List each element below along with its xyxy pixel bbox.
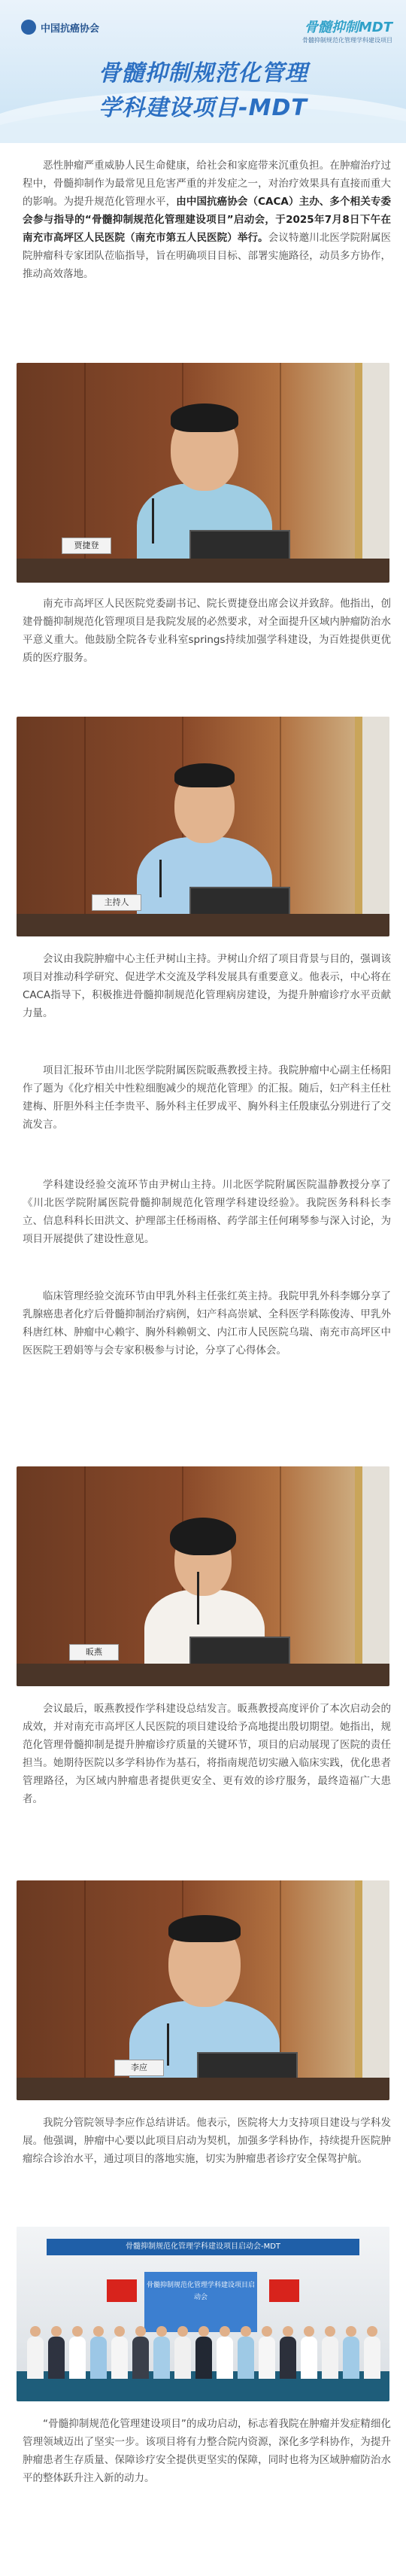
wall-right-edge	[362, 1466, 389, 1686]
caca-emblem-icon	[21, 20, 36, 35]
wall-right-edge	[362, 1880, 389, 2100]
attendee	[280, 2326, 296, 2379]
podium-monitor	[189, 887, 290, 917]
mdt-logo-sub: 骨髓抑制规范化管理学科建设项目	[302, 37, 392, 44]
attendee	[301, 2326, 317, 2379]
wall-gold-trim	[355, 1466, 362, 1686]
closing-paragraph: “骨髓抑制规范化管理建设项目”的成功启动，标志着我院在肿瘤并发症精细化管理领域迈出了坚实一步。该项目将有力整合院内资源，深化多学科协作，为提升肿瘤患者生存质量、保障诊疗安全提供更坚实的保障，同时也将为区域肿瘤防治水平的整体跃升注入新的动力。	[23, 2418, 391, 2484]
attendee	[174, 2326, 191, 2379]
podium	[17, 914, 389, 936]
attendee	[48, 2326, 65, 2379]
leader-nameplate: 李应	[114, 2060, 164, 2076]
paragraph-7: 会议最后，昄燕教授作学科建设总结发言。昄燕教授高度评价了本次启动会的成效，并对南充市高坪区人民医院的项目建设给予高地提出殷切期望。她指出，规范化管理骨髓抑制是提升肿瘤诊疗质量的关键环节，项目的启动展现了医院的责任担当。她期待医院以多学科协作为基石，将指南规范切实融入临床实践，优化患者管理路径，为区域内肿瘤患者提供更安全、更有效的诊疗服务，最终造福广大患者。	[23, 1703, 391, 1805]
paragraph-4: 项目汇报环节由川北医学院附属医院昄燕教授主持。我院肿瘤中心副主任杨阳作了题为《化疗相关中性粒细胞减少的规范化管理》的汇报。随后，妇产科主任杜建梅、肝胆外科主任李贵平、肠外科主任罗成平、胸外科主任殷康弘分别进行了交流发言。	[23, 1064, 391, 1131]
intro-bold-text: 由中国抗癌协会（CACA）主办、多个相关专委会参与指导的“骨髓抑制规范化管理建设项目”启动会，于2025年7月8日下午在南充市高坪区人民医院（南充市第五人民医院）举行。	[23, 196, 391, 244]
wall-right-edge	[362, 717, 389, 936]
speaker-photo-4	[17, 1880, 389, 2100]
microphone	[152, 498, 154, 544]
paragraph-5: 学科建设经验交流环节由尹树山主持。川北医学院附属医院温静教授分享了《川北医学院附属医院骨髓抑制规范化管理学科建设经验》。我院医务科科长李立、信息科科长田洪文、护理部主任杨雨格、药学部主任何琍琴参与深入讨论，为项目开展提供了建设性意见。	[23, 1179, 391, 1245]
group-photo-banner: 骨髓抑制规范化管理学科建设项目启动会-MDT	[47, 2239, 359, 2255]
attendee	[322, 2326, 338, 2379]
speaker-photo-1	[17, 363, 389, 583]
attendee	[259, 2326, 275, 2379]
speaker-photo-2	[17, 717, 389, 936]
host-nameplate: 主持人	[92, 894, 141, 911]
speaker-nameplate: 贾捷登	[62, 537, 111, 554]
attendee	[111, 2326, 128, 2379]
intro-text-end: 会议特邀川北医学院附属医院肿瘤科专家团队莅临指导，旨在明确项目目标、部署实施路径，动员多方协作，推动高效落地。	[23, 232, 392, 280]
microphone	[159, 860, 162, 897]
flag-right	[269, 2279, 299, 2302]
mdt-logo	[302, 17, 392, 44]
attendee	[69, 2326, 86, 2379]
speaker-hair	[171, 403, 238, 432]
professor-hair	[170, 1518, 236, 1555]
group-photo	[17, 2227, 389, 2401]
podium	[17, 1664, 389, 1686]
caca-logo	[21, 20, 99, 35]
wall-right-edge	[362, 363, 389, 583]
paragraph-6: 临床管理经验交流环节由甲乳外科主任张红英主持。我院甲乳外科李娜分享了乳腺癌患者化疗后骨髓抑制治疗病例，妇产科高崇斌、全科医学科陈俊涛、甲乳外科唐红林、肿瘤中心赖宇、胸外科赖朝文、内江市人民医院乌瑞、南充市高坪区中医医院王碧娟等与会专家积极参与讨论，分享了心得体会。	[23, 1290, 391, 1357]
attendee	[195, 2326, 212, 2379]
banner-title-line1: 骨髓抑制规范化管理	[98, 60, 308, 87]
attendee	[132, 2326, 149, 2379]
attendee	[90, 2326, 107, 2379]
microphone	[167, 2023, 169, 2066]
paragraph-3: 会议由我院肿瘤中心主任尹树山主持。尹树山介绍了项目背景与目的，强调该项目对推动科学研究、促进学术交流及学科发展具有重要意义。他表示，中心将在CACA指导下，积极推进骨髓抑制规范化管理病房建设，为提升肿瘤诊疗水平贡献力量。	[23, 953, 391, 1019]
professor-nameplate: 昄燕	[69, 1644, 119, 1661]
header-banner	[0, 0, 406, 143]
podium	[17, 2078, 389, 2100]
flag-left	[107, 2279, 137, 2302]
projection-screen: 骨髓抑制规范化管理学科建设项目启动会	[144, 2272, 257, 2332]
wall-gold-trim	[355, 363, 362, 583]
attendee	[364, 2326, 380, 2379]
intro-paragraph	[23, 157, 391, 283]
paragraph-8: 我院分管院领导李应作总结讲话。他表示，医院将大力支持项目建设与学科发展。他强调，肿瘤中心要以此项目启动为契机，加强多学科协作，持续提升医院肿瘤综合诊治水平，通过项目的落地实施，切实为肿瘤患者诊疗安全保驾护航。	[23, 2117, 391, 2165]
attendee	[238, 2326, 254, 2379]
paragraph-2: 南充市高坪区人民医院党委副书记、院长贾捷登出席会议并致辞。他指出，创建骨髓抑制规范化管理项目是我院发展的必然要求，对全面提升区域内肿瘤防治水平意义重大。他鼓励全院各专业科室springs持续加强学科建设，为百姓提供更优质的医疗服务。	[23, 598, 391, 664]
wall-panel-line	[84, 717, 86, 936]
mdt-logo-main: 骨髓抑制MDT	[304, 20, 392, 35]
speaker-photo-3	[17, 1466, 389, 1686]
intro-text: 恶性肿瘤严重威胁人民生命健康，给社会和家庭带来沉重负担。在肿瘤治疗过程中，骨髓抑制作为最常见且危害严重的并发症之一，对治疗效果具有直接而重大的影响。为提升规范化管理水平，	[23, 160, 391, 208]
microphone	[197, 1572, 199, 1624]
podium	[17, 559, 389, 583]
attendee	[27, 2326, 44, 2379]
podium-monitor	[189, 1637, 290, 1667]
attendee	[217, 2326, 233, 2379]
banner-title-line2: 学科建设项目-MDT	[98, 95, 308, 121]
host-hair	[174, 763, 235, 787]
caca-logo-text: 中国抗癌协会	[41, 23, 100, 35]
leader-hair	[168, 1915, 241, 1942]
wall-gold-trim	[355, 1880, 362, 2100]
podium-monitor	[197, 2052, 298, 2081]
attendee	[153, 2326, 170, 2379]
wall-gold-trim	[355, 717, 362, 936]
attendee	[343, 2326, 359, 2379]
wall-panel-line	[84, 1880, 86, 2100]
